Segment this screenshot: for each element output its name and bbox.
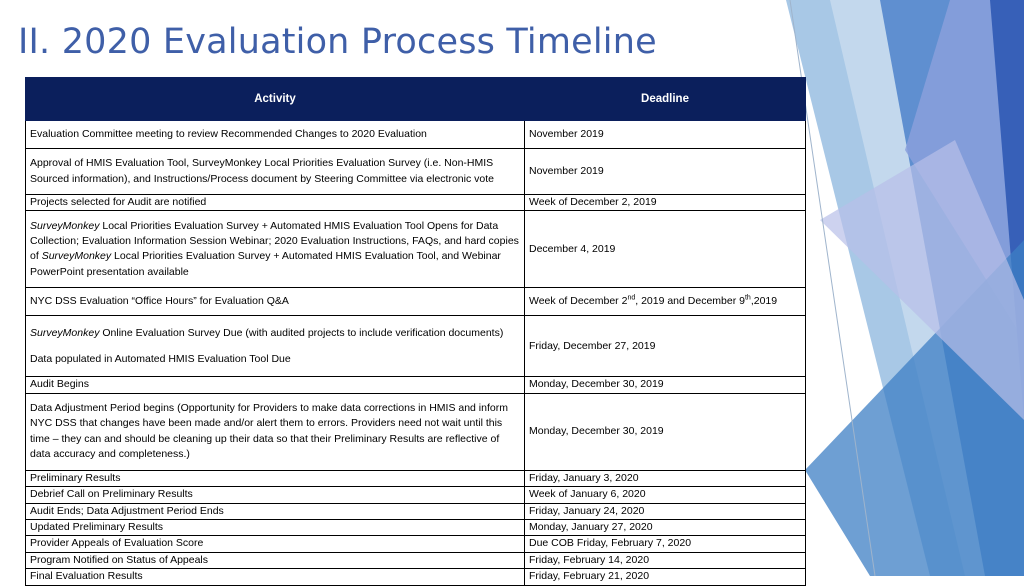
activity-cell <box>26 211 525 288</box>
column-header-activity: Activity <box>26 78 525 121</box>
activity-text: Data populated in Automated HMIS Evaluation Tool Due <box>30 352 291 365</box>
deadline-cell: Monday, December 30, 2019 <box>525 377 806 393</box>
deadline-cell: Week of January 6, 2020 <box>525 487 806 503</box>
timeline-table <box>25 77 806 586</box>
activity-cell: Audit Ends; Data Adjustment Period Ends <box>26 503 525 519</box>
table-row <box>26 503 806 519</box>
table-row <box>26 211 806 288</box>
deadline-cell: December 4, 2019 <box>525 211 806 288</box>
activity-cell: Approval of HMIS Evaluation Tool, SurveyMonkey Local Priorities Evaluation Survey (i.e. Non-HMIS Sourced information), and Instructions/Process document by Steering Committee via electronic vote <box>26 149 525 195</box>
table-row <box>26 316 806 377</box>
activity-cell: Projects selected for Audit are notified <box>26 195 525 211</box>
table-row <box>26 288 806 316</box>
table-row <box>26 520 806 536</box>
activity-cell: Updated Preliminary Results <box>26 520 525 536</box>
deadline-cell: November 2019 <box>525 121 806 149</box>
ordinal-suffix: nd <box>627 294 636 302</box>
deadline-cell: Week of December 2, 2019 <box>525 195 806 211</box>
deadline-cell: Friday, February 14, 2020 <box>525 552 806 568</box>
page-title: II. 2020 Evaluation Process Timeline <box>18 22 657 62</box>
deadline-cell: Monday, January 27, 2020 <box>525 520 806 536</box>
table-row <box>26 552 806 568</box>
activity-cell: Provider Appeals of Evaluation Score <box>26 536 525 552</box>
table-row <box>26 536 806 552</box>
deadline-text: Week of December 2 <box>529 295 628 308</box>
table-row <box>26 470 806 486</box>
column-header-deadline: Deadline <box>525 78 806 121</box>
surveymonkey-text: SurveyMonkey <box>30 219 100 232</box>
deadline-cell <box>525 288 806 316</box>
activity-cell: Program Notified on Status of Appeals <box>26 552 525 568</box>
activity-cell: Debrief Call on Preliminary Results <box>26 487 525 503</box>
deadline-cell: Monday, December 30, 2019 <box>525 393 806 470</box>
activity-cell: Final Evaluation Results <box>26 569 525 585</box>
activity-cell: Data Adjustment Period begins (Opportunity for Providers to make data corrections in HMIS and inform NYC DSS that changes have been made and/or alert them to errors. Providers need not wait until this time – they can and should be cleaning up their data so that their Preliminary Results are reflective of data accuracy and completeness.) <box>26 393 525 470</box>
activity-cell: Evaluation Committee meeting to review Recommended Changes to 2020 Evaluation <box>26 121 525 149</box>
table-row <box>26 393 806 470</box>
surveymonkey-text: SurveyMonkey <box>30 326 100 339</box>
table-row <box>26 121 806 149</box>
table-row <box>26 569 806 585</box>
deadline-cell: Due COB Friday, February 7, 2020 <box>525 536 806 552</box>
deadline-cell: Friday, January 3, 2020 <box>525 470 806 486</box>
table-row <box>26 149 806 195</box>
activity-text: Local Priorities Evaluation Survey + Automated HMIS Evaluation Tool, and Webinar PowerPoint presentation available <box>30 250 501 278</box>
deadline-text: ,2019 <box>750 295 778 308</box>
table-row <box>26 195 806 211</box>
deadline-cell: Friday, February 21, 2020 <box>525 569 806 585</box>
table-row <box>26 487 806 503</box>
deadline-cell: November 2019 <box>525 149 806 195</box>
table-row <box>26 377 806 393</box>
activity-cell: Preliminary Results <box>26 470 525 486</box>
activity-cell <box>26 316 525 377</box>
deadline-cell: Friday, December 27, 2019 <box>525 316 806 377</box>
activity-cell: Audit Begins <box>26 377 525 393</box>
activity-text: Local Priorities Evaluation Survey + Automated HMIS Evaluation Tool Opens for Data Collection; Evaluation Information Session Webinar; 2020 Evaluation Instructions, FAQs, and hard copies of <box>30 219 519 263</box>
deadline-text: , 2019 and December 9 <box>635 295 745 308</box>
ordinal-suffix: th <box>744 294 751 302</box>
activity-cell: NYC DSS Evaluation “Office Hours” for Evaluation Q&A <box>26 288 525 316</box>
deadline-cell: Friday, January 24, 2020 <box>525 503 806 519</box>
surveymonkey-text: SurveyMonkey <box>41 250 112 263</box>
activity-text: Online Evaluation Survey Due (with audited projects to include verification documents) <box>99 326 504 339</box>
table-header-row <box>26 78 806 121</box>
